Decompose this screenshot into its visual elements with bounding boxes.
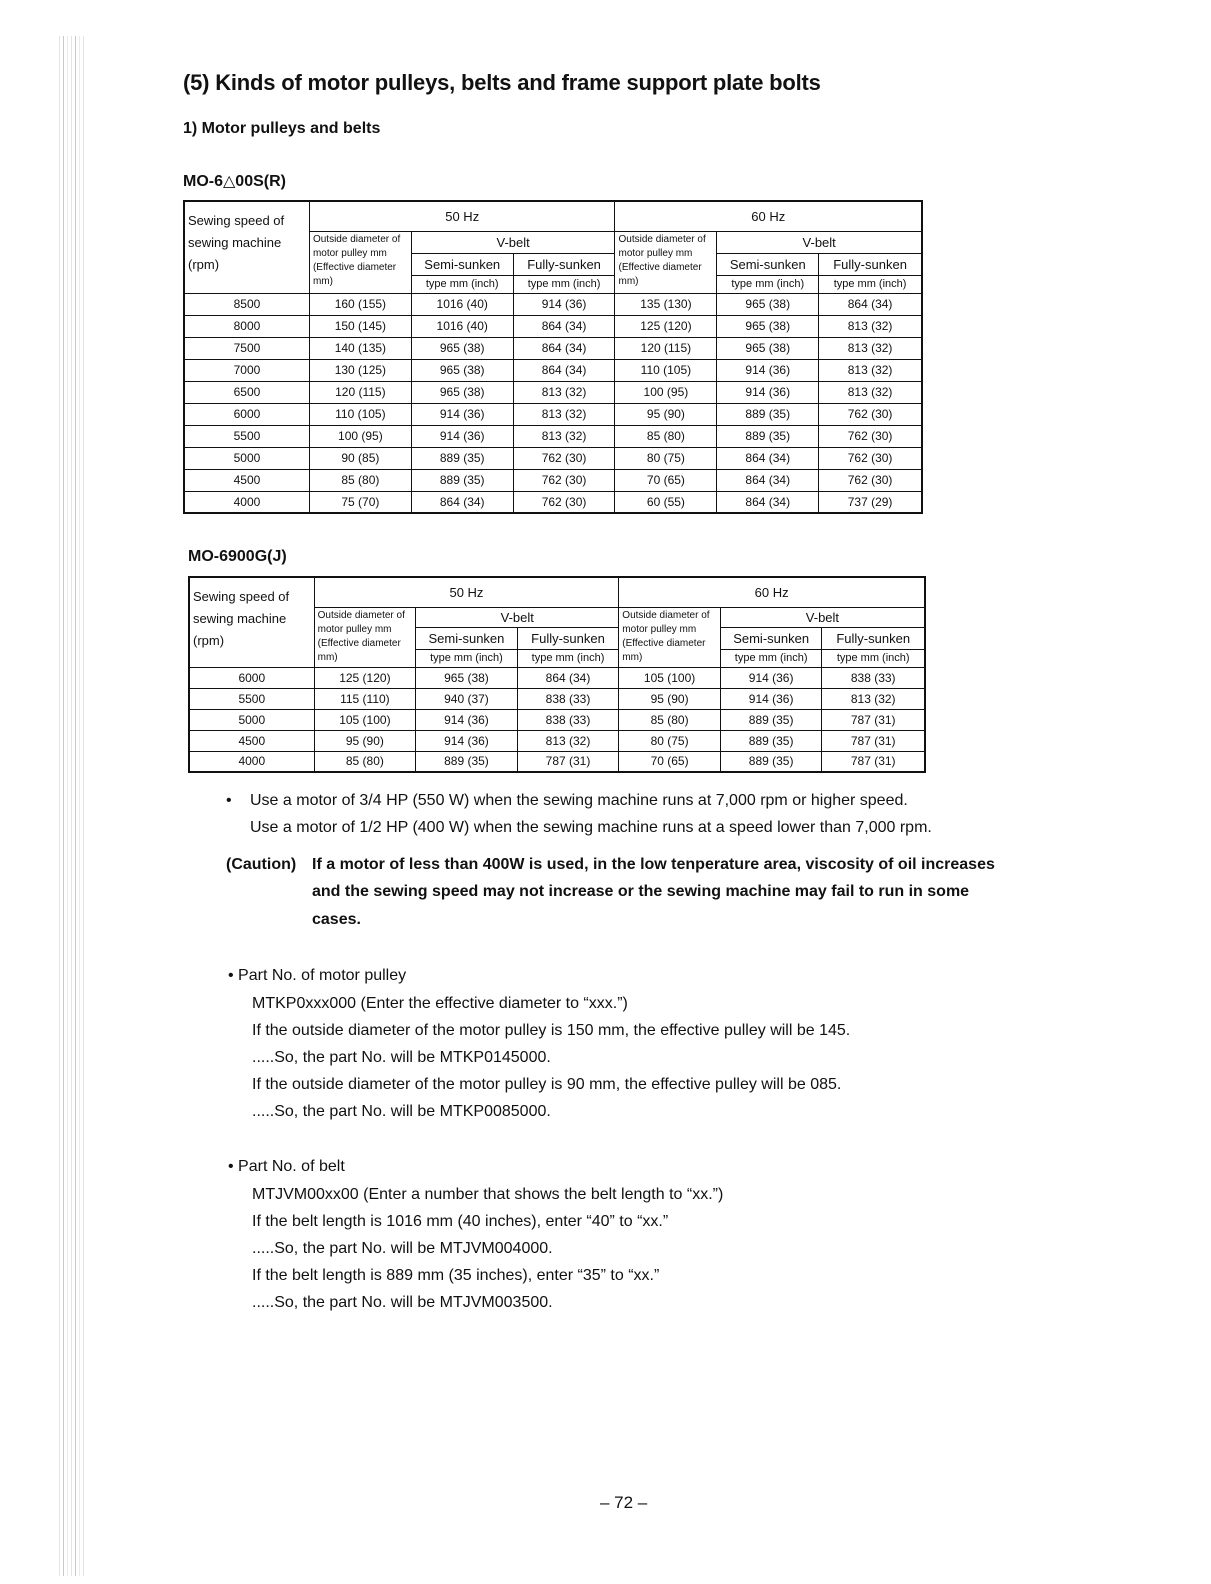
belt-part-line-4: If the belt length is 889 mm (35 inches), enter “35” to “xx.” xyxy=(252,1267,660,1284)
table-cell: 1016 (40) xyxy=(411,293,513,315)
belt-part-title: • Part No. of belt xyxy=(228,1158,345,1175)
table-cell: 75 (70) xyxy=(309,491,411,513)
table-row xyxy=(184,447,922,469)
speed-cell: 4500 xyxy=(184,469,309,491)
page-number: – 72 – xyxy=(600,1493,648,1512)
table-row xyxy=(184,315,922,337)
table-cell: 864 (34) xyxy=(513,337,615,359)
speed-cell: 6500 xyxy=(184,381,309,403)
fully-sunken-header-50hz: Fully-sunken xyxy=(517,627,619,649)
table-cell: 914 (36) xyxy=(416,709,518,730)
table-cell: 864 (34) xyxy=(819,293,922,315)
table-cell: 85 (80) xyxy=(309,469,411,491)
type-unit-header: type mm (inch) xyxy=(416,649,518,667)
pulley-part-line-3: .....So, the part No. will be MTKP0145000. xyxy=(252,1049,551,1066)
caution-label: (Caution) xyxy=(226,856,297,873)
table-cell: 889 (35) xyxy=(717,425,819,447)
speed-cell: 6000 xyxy=(184,403,309,425)
table-cell: 762 (30) xyxy=(513,491,615,513)
table-cell: 787 (31) xyxy=(517,751,619,772)
vbelt-header-50hz: V-belt xyxy=(411,231,615,253)
caution-line-3: cases. xyxy=(312,911,361,928)
table-cell: 813 (32) xyxy=(822,688,925,709)
table-row xyxy=(184,293,922,315)
table-cell: 813 (32) xyxy=(819,315,922,337)
table-cell: 160 (155) xyxy=(309,293,411,315)
table-cell: 85 (80) xyxy=(314,751,416,772)
table-cell: 813 (32) xyxy=(513,381,615,403)
table-cell: 889 (35) xyxy=(717,403,819,425)
table-cell: 150 (145) xyxy=(309,315,411,337)
fully-sunken-header-50hz: Fully-sunken xyxy=(513,253,615,275)
speed-cell: 8000 xyxy=(184,315,309,337)
table-row xyxy=(184,469,922,491)
table-cell: 135 (130) xyxy=(615,293,717,315)
belt-part-line-1: MTJVM00xx00 (Enter a number that shows the belt length to “xx.”) xyxy=(252,1186,724,1203)
type-unit-header: type mm (inch) xyxy=(513,275,615,293)
table-cell: 889 (35) xyxy=(416,751,518,772)
vbelt-header-60hz: V-belt xyxy=(720,607,925,627)
vbelt-header-50hz: V-belt xyxy=(416,607,619,627)
table-row xyxy=(184,491,922,513)
belt-part-line-3: .....So, the part No. will be MTJVM004000. xyxy=(252,1240,553,1257)
table-cell: 965 (38) xyxy=(411,381,513,403)
table-cell: 838 (33) xyxy=(822,667,925,688)
section-heading: (5) Kinds of motor pulleys, belts and frame support plate bolts xyxy=(183,70,821,95)
table-cell: 864 (34) xyxy=(517,667,619,688)
table-cell: 889 (35) xyxy=(411,447,513,469)
model-label-mo6900g: MO-6900G(J) xyxy=(188,548,287,565)
table-cell: 914 (36) xyxy=(720,688,822,709)
table-cell: 965 (38) xyxy=(717,337,819,359)
type-unit-header: type mm (inch) xyxy=(411,275,513,293)
subsection-heading: 1) Motor pulleys and belts xyxy=(183,120,381,137)
outside-diameter-header-60hz: Outside diameter of motor pulley mm (Effective diameter mm) xyxy=(615,231,717,293)
speed-cell: 4500 xyxy=(189,730,314,751)
speed-cell: 5500 xyxy=(184,425,309,447)
speed-cell: 7000 xyxy=(184,359,309,381)
table-row xyxy=(184,337,922,359)
table-cell: 787 (31) xyxy=(822,730,925,751)
speed-cell: 7500 xyxy=(184,337,309,359)
table-cell: 762 (30) xyxy=(819,403,922,425)
table-cell: 965 (38) xyxy=(717,315,819,337)
table-cell: 95 (90) xyxy=(314,730,416,751)
table-cell: 965 (38) xyxy=(717,293,819,315)
table-cell: 787 (31) xyxy=(822,709,925,730)
speed-cell: 4000 xyxy=(189,751,314,772)
table-cell: 914 (36) xyxy=(717,381,819,403)
header-60hz: 60 Hz xyxy=(615,201,922,231)
table-cell: 105 (100) xyxy=(314,709,416,730)
type-unit-header: type mm (inch) xyxy=(717,275,819,293)
table-cell: 1016 (40) xyxy=(411,315,513,337)
table-cell: 110 (105) xyxy=(309,403,411,425)
table-cell: 864 (34) xyxy=(513,315,615,337)
table-cell: 70 (65) xyxy=(615,469,717,491)
motor-note-line-2: Use a motor of 1/2 HP (400 W) when the sewing machine runs at a speed lower than 7,000 rpm. xyxy=(250,819,932,836)
table-cell: 100 (95) xyxy=(615,381,717,403)
table-row xyxy=(184,425,922,447)
belt-part-line-5: .....So, the part No. will be MTJVM003500. xyxy=(252,1294,553,1311)
type-unit-header: type mm (inch) xyxy=(819,275,922,293)
table-row xyxy=(184,359,922,381)
speed-cell: 5000 xyxy=(189,709,314,730)
outside-diameter-header-60hz: Outside diameter of motor pulley mm (Effective diameter mm) xyxy=(619,607,721,667)
caution-line-2: and the sewing speed may not increase or the sewing machine may fail to run in some xyxy=(312,883,970,900)
speed-cell: 5000 xyxy=(184,447,309,469)
table-cell: 838 (33) xyxy=(517,709,619,730)
table-cell: 120 (115) xyxy=(309,381,411,403)
table-cell: 813 (32) xyxy=(819,381,922,403)
table-cell: 813 (32) xyxy=(819,337,922,359)
table-cell: 914 (36) xyxy=(411,425,513,447)
fully-sunken-header-60hz: Fully-sunken xyxy=(819,253,922,275)
table-cell: 85 (80) xyxy=(615,425,717,447)
table-cell: 965 (38) xyxy=(416,667,518,688)
table-cell: 737 (29) xyxy=(819,491,922,513)
table-cell: 130 (125) xyxy=(309,359,411,381)
outside-diameter-header-50hz: Outside diameter of motor pulley mm (Effective diameter mm) xyxy=(309,231,411,293)
table-cell: 105 (100) xyxy=(619,667,721,688)
table-cell: 762 (30) xyxy=(513,469,615,491)
semi-sunken-header-50hz: Semi-sunken xyxy=(411,253,513,275)
table-cell: 864 (34) xyxy=(717,469,819,491)
speed-cell: 8500 xyxy=(184,293,309,315)
table-cell: 762 (30) xyxy=(819,425,922,447)
table-row xyxy=(184,403,922,425)
pulley-belt-table-mo6900g xyxy=(188,576,926,773)
table-cell: 787 (31) xyxy=(822,751,925,772)
pulley-part-line-4: If the outside diameter of the motor pulley is 90 mm, the effective pulley will be 085. xyxy=(252,1076,842,1093)
table-cell: 100 (95) xyxy=(309,425,411,447)
table-cell: 889 (35) xyxy=(720,709,822,730)
table-cell: 914 (36) xyxy=(717,359,819,381)
table-cell: 95 (90) xyxy=(615,403,717,425)
caution-line-1: If a motor of less than 400W is used, in the low tenperature area, viscosity of oil increases xyxy=(312,856,995,873)
table-cell: 80 (75) xyxy=(619,730,721,751)
speed-cell: 5500 xyxy=(189,688,314,709)
table-row xyxy=(189,709,925,730)
type-unit-header: type mm (inch) xyxy=(822,649,925,667)
table-cell: 85 (80) xyxy=(619,709,721,730)
type-unit-header: type mm (inch) xyxy=(517,649,619,667)
table-cell: 762 (30) xyxy=(819,469,922,491)
table-cell: 90 (85) xyxy=(309,447,411,469)
table-cell: 864 (34) xyxy=(513,359,615,381)
table-cell: 762 (30) xyxy=(513,447,615,469)
table-cell: 889 (35) xyxy=(720,730,822,751)
speed-cell: 6000 xyxy=(189,667,314,688)
pulley-part-line-2: If the outside diameter of the motor pulley is 150 mm, the effective pulley will be 145. xyxy=(252,1022,851,1039)
table-cell: 914 (36) xyxy=(513,293,615,315)
table-row xyxy=(189,577,925,607)
table-cell: 965 (38) xyxy=(411,359,513,381)
semi-sunken-header-60hz: Semi-sunken xyxy=(717,253,819,275)
type-unit-header: type mm (inch) xyxy=(720,649,822,667)
table-row xyxy=(189,688,925,709)
table-cell: 864 (34) xyxy=(717,447,819,469)
header-50hz: 50 Hz xyxy=(314,577,619,607)
header-60hz: 60 Hz xyxy=(619,577,925,607)
table-cell: 813 (32) xyxy=(513,425,615,447)
table-cell: 95 (90) xyxy=(619,688,721,709)
table-cell: 120 (115) xyxy=(615,337,717,359)
table-row xyxy=(189,730,925,751)
outside-diameter-header-50hz: Outside diameter of motor pulley mm (Effective diameter mm) xyxy=(314,607,416,667)
table-cell: 813 (32) xyxy=(517,730,619,751)
table-cell: 864 (34) xyxy=(411,491,513,513)
pulley-part-line-5: .....So, the part No. will be MTKP0085000. xyxy=(252,1103,551,1120)
table-cell: 965 (38) xyxy=(411,337,513,359)
table-cell: 813 (32) xyxy=(819,359,922,381)
table-cell: 914 (36) xyxy=(720,667,822,688)
motor-note-line-1: Use a motor of 3/4 HP (550 W) when the sewing machine runs at 7,000 rpm or higher speed. xyxy=(250,792,908,809)
table-cell: 762 (30) xyxy=(819,447,922,469)
model-label-mo6a00s: MO-6△00S(R) xyxy=(183,173,286,190)
header-50hz: 50 Hz xyxy=(309,201,615,231)
pulley-belt-table-mo6a00s xyxy=(183,200,923,514)
table-row xyxy=(184,201,922,231)
pulley-part-line-1: MTKP0xxx000 (Enter the effective diameter to “xxx.”) xyxy=(252,995,628,1012)
belt-part-line-2: If the belt length is 1016 mm (40 inches), enter “40” to “xx.” xyxy=(252,1213,669,1230)
bullet-icon: • xyxy=(226,792,232,809)
table-cell: 80 (75) xyxy=(615,447,717,469)
table-cell: 70 (65) xyxy=(619,751,721,772)
sewing-speed-header: Sewing speed of sewing machine (rpm) xyxy=(184,201,309,293)
table-cell: 914 (36) xyxy=(411,403,513,425)
table-cell: 838 (33) xyxy=(517,688,619,709)
table-cell: 813 (32) xyxy=(513,403,615,425)
table-cell: 140 (135) xyxy=(309,337,411,359)
table-cell: 914 (36) xyxy=(416,730,518,751)
table-cell: 889 (35) xyxy=(411,469,513,491)
binding-edge-decoration xyxy=(56,36,86,1576)
table-cell: 864 (34) xyxy=(717,491,819,513)
pulley-part-title: • Part No. of motor pulley xyxy=(228,967,407,984)
table-cell: 889 (35) xyxy=(720,751,822,772)
table-row xyxy=(189,667,925,688)
vbelt-header-60hz: V-belt xyxy=(717,231,922,253)
table-cell: 110 (105) xyxy=(615,359,717,381)
table-row xyxy=(184,381,922,403)
speed-cell: 4000 xyxy=(184,491,309,513)
table-cell: 125 (120) xyxy=(615,315,717,337)
table-cell: 115 (110) xyxy=(314,688,416,709)
semi-sunken-header-60hz: Semi-sunken xyxy=(720,627,822,649)
fully-sunken-header-60hz: Fully-sunken xyxy=(822,627,925,649)
sewing-speed-header: Sewing speed of sewing machine (rpm) xyxy=(189,577,314,667)
semi-sunken-header-50hz: Semi-sunken xyxy=(416,627,518,649)
table-cell: 940 (37) xyxy=(416,688,518,709)
table-cell: 60 (55) xyxy=(615,491,717,513)
table-row xyxy=(189,751,925,772)
table-cell: 125 (120) xyxy=(314,667,416,688)
